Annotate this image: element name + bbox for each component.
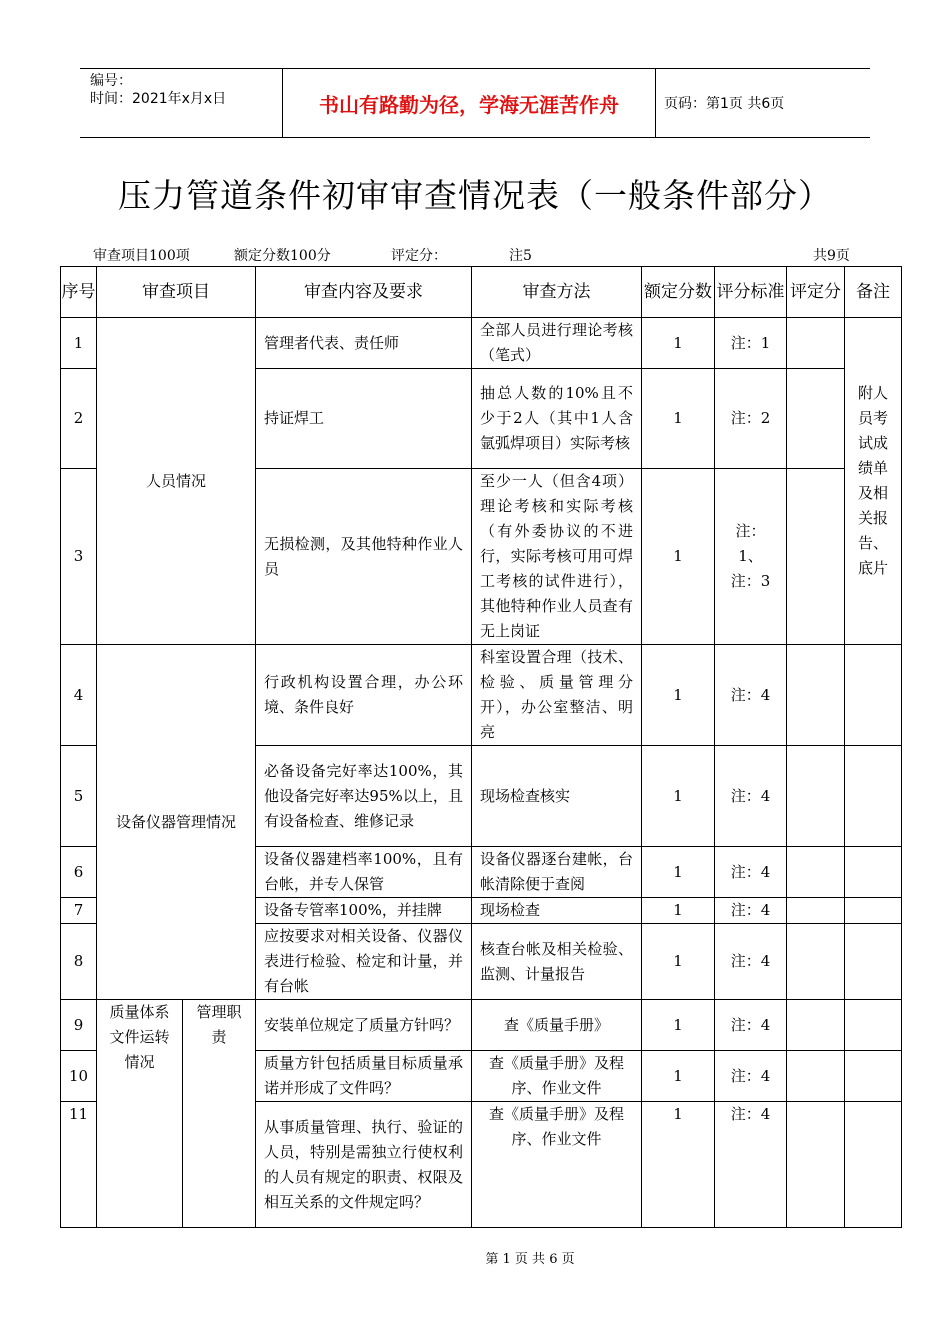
group-duty: 管理职责 [183,1000,256,1228]
row-score [787,898,845,924]
header-seq: 序号 [61,267,97,318]
row-standard: 注：4 [715,1102,787,1228]
rated-score: 额定分数100分 [234,248,331,264]
row-score [787,318,845,369]
row-content: 无损检测，及其他特种作业人员 [256,469,472,645]
header-method: 审查方法 [472,267,642,318]
row-seq: 3 [61,469,97,645]
row-remark [845,1102,902,1228]
row-method: 查《质量手册》 [472,1000,642,1051]
row-score [787,1000,845,1051]
row-rated: 1 [642,746,715,847]
header-page-info: 页码：第1页 共6页 [664,96,785,112]
row-score [787,746,845,847]
row-remark [845,847,902,898]
row-rated: 1 [642,645,715,746]
row-seq: 4 [61,645,97,746]
row-content: 设备专管率100%，并挂牌 [256,898,472,924]
table-row [61,1000,902,1051]
row-rated: 1 [642,924,715,1000]
row-rated: 1 [642,898,715,924]
row-standard: 注：4 [715,847,787,898]
row-method: 至少一人（但含4项）理论考核和实际考核（有外委协议的不进行，实际考核可用可焊工考核的试件进行），其他特种作业人员查有无上岗证 [472,469,642,645]
row-content: 应按要求对相关设备、仪器仪表进行检验、检定和计量，并有台帐 [256,924,472,1000]
header-remark: 备注 [845,267,902,318]
row-rated: 1 [642,1102,715,1228]
row-seq: 7 [61,898,97,924]
row-standard: 注：1 [715,318,787,369]
header-content: 审查内容及要求 [256,267,472,318]
page-title: 压力管道条件初审审查情况表（一般条件部分） [118,176,832,215]
group-equipment: 设备仪器管理情况 [97,645,256,1000]
group-personnel: 人员情况 [97,318,256,645]
row-content: 必备设备完好率达100%，其他设备完好率达95%以上，且有设备检查、维修记录 [256,746,472,847]
row-score [787,1102,845,1228]
header-meta [80,69,282,137]
row-seq: 5 [61,746,97,847]
row-content: 管理者代表、责任师 [256,318,472,369]
summary-line [93,245,863,265]
review-table [60,266,902,1228]
row-rated: 1 [642,1000,715,1051]
row-content: 安装单位规定了质量方针吗？ [256,1000,472,1051]
row-content: 行政机构设置合理，办公环境、条件良好 [256,645,472,746]
row-standard: 注：4 [715,1000,787,1051]
row-rated: 1 [642,847,715,898]
row-rated: 1 [642,318,715,369]
remark-personnel [845,318,902,645]
row-method: 查《质量手册》及程序、作业文件 [472,1102,642,1228]
table-row [61,645,902,746]
note-label: 注5 [509,248,532,264]
row-remark [845,645,902,746]
time-label: 时间：2021年x月x日 [90,91,227,107]
row-score [787,469,845,645]
row-score [787,369,845,469]
row-standard: 注：1、注：3 [715,469,787,645]
row-method: 查《质量手册》及程序、作业文件 [472,1051,642,1102]
row-method: 现场检查核实 [472,746,642,847]
row-remark [845,1000,902,1051]
row-standard: 注：4 [715,1051,787,1102]
table-header-row [61,267,902,318]
page-footer: 第 1 页 共 6 页 [485,1252,575,1267]
row-remark [845,746,902,847]
header-standard: 评分标准 [715,267,787,318]
table-row [61,318,902,369]
row-content: 设备仪器建档率100%，且有台帐，并专人保管 [256,847,472,898]
row-method: 现场检查 [472,898,642,924]
remark-personnel-text: 附人员考试成绩单及相关报告、底片 [857,384,888,577]
row-seq: 6 [61,847,97,898]
row-seq: 2 [61,369,97,469]
header-score: 评定分 [787,267,845,318]
row-remark [845,1051,902,1102]
row-method: 核查台帐及相关检验、监测、计量报告 [472,924,642,1000]
items-count: 审查项目100项 [93,248,190,264]
number-label: 编号： [90,73,132,89]
row-standard: 注：2 [715,369,787,469]
header-rated: 额定分数 [642,267,715,318]
row-seq: 11 [61,1102,97,1228]
row-rated: 1 [642,469,715,645]
row-seq: 8 [61,924,97,1000]
row-content: 持证焊工 [256,369,472,469]
row-content: 质量方针包括质量目标质量承诺并形成了文件吗？ [256,1051,472,1102]
row-rated: 1 [642,1051,715,1102]
row-standard: 注：4 [715,746,787,847]
pages-total: 共9页 [813,248,850,264]
row-standard: 注：4 [715,645,787,746]
row-remark [845,924,902,1000]
group-quality: 质量体系文件运转情况 [97,1000,183,1228]
row-standard: 注：4 [715,924,787,1000]
row-remark [845,898,902,924]
header-motto: 书山有路勤为径，学海无涯苦作舟 [282,69,656,137]
row-score [787,1051,845,1102]
row-score [787,847,845,898]
row-score [787,924,845,1000]
rating-label: 评定分： [391,248,447,264]
row-method: 设备仪器逐台建帐，台帐清除便于查阅 [472,847,642,898]
row-seq: 1 [61,318,97,369]
row-score [787,645,845,746]
row-method: 全部人员进行理论考核（笔式） [472,318,642,369]
row-content: 从事质量管理、执行、验证的人员，特别是需独立行使权利的人员有规定的职责、权限及相互关系的文件规定吗？ [256,1102,472,1228]
row-method: 科室设置合理（技术、检验、质量管理分开），办公室整洁、明亮 [472,645,642,746]
header-item: 审查项目 [97,267,256,318]
row-standard: 注：4 [715,898,787,924]
document-header [80,68,870,138]
row-seq: 9 [61,1000,97,1051]
row-seq: 10 [61,1051,97,1102]
row-method: 抽总人数的10%且不少于2人（其中1人含氩弧焊项目）实际考核 [472,369,642,469]
row-rated: 1 [642,369,715,469]
